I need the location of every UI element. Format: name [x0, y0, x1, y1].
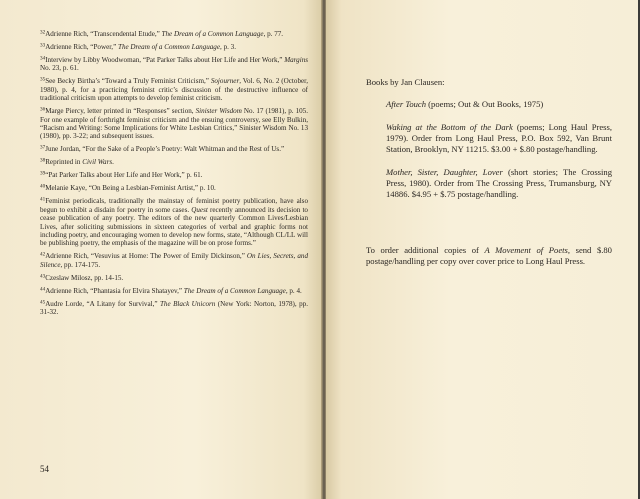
endnote: $^{33}$Adrienne Rich, “Power,” The Dream of a Common Language, p. 3.: [40, 42, 236, 51]
order-info: To order additional copies of A Movement of Poets, send $.80 postage/handling per copy over cover price to Long Haul Press.: [366, 244, 612, 266]
book-entry: Mother, Sister, Daughter, Lover (short stories; The Crossing Press, 1980). Order from The Crossing Press, Trumansburg, NY 14886. $4.95 + $.75 postage/handling.: [386, 167, 612, 200]
page-number: 54: [40, 464, 49, 474]
endnote: $^{44}$Adrienne Rich, “Phantasia for Elvira Shatayev,” The Dream of a Common Language, p. 4.: [40, 286, 302, 295]
endnote: $^{36}$Marge Piercy, letter printed in “Responses” section, Sinister Wisdom No. 17 (1981), p. 105. For one example of forthright feminist criticism and the ensuing controversy, see Elly Bulkin, “Racism and Writing: Some Implications for White Lesbian Critics,” Sinister Wisdom No. 13 (1980), pp. 3-22; and subsequent issues.: [40, 106, 308, 141]
endnote: $^{32}$Adrienne Rich, “Transcendental Etude,” The Dream of a Common Language, p. 77.: [40, 29, 284, 38]
endnote: $^{40}$Melanie Kaye, “On Being a Lesbian-Feminist Artist,” p. 10.: [40, 184, 216, 193]
endnote: $^{35}$See Becky Birtha’s “Toward a Truly Feminist Criticism,” Sojourner, Vol. 6, No. 2 (October, 1980), p. 4, for a practicing feminist critic’s discussion of the destructive influence of traditional criticism upon attempts to develop feminist criticism.: [40, 77, 308, 103]
book-entry: Waking at the Bottom of the Dark (poems; Long Haul Press, 1979). Order from Long Haul Press, P.O. Box 592, Van Brunt Station, Brooklyn, NY 11215. $3.00 + $.80 postage/handling.: [386, 121, 612, 155]
right-page: [326, 0, 638, 499]
endnote: $^{43}$Czeslaw Milosz, pp. 14-15.: [40, 273, 124, 282]
endnote: $^{37}$June Jordan, “For the Sake of a People’s Poetry: Walt Whitman and the Rest of Us.”: [40, 145, 285, 154]
endnotes-list: [40, 30, 308, 321]
book-entry: After Touch (poems; Out & Out Books, 1975): [386, 99, 544, 110]
books-heading: Books by Jan Clausen:: [366, 77, 445, 87]
endnote: $^{41}$Feminist periodicals, traditionally the mainstay of feminist poetry publication, have also begun to exhibit a disdain for poetry in some cases. Quest recently announced its decision to cease publication of any poetry. The editors of the new quarterly Common Lives/Lesbian Lives, after soliciting submissions in sixteen categories of verbal and graphic forms not including poetry, and encouraging women to develop new forms, state, “Although CL/LL will be publishing poetry, the emphasis of the magazine will be on prose forms.”: [40, 197, 308, 248]
endnote: $^{38}$Reprinted in Civil Wars.: [40, 158, 114, 167]
endnote: $^{34}$Interview by Libby Woodwoman, “Pat Parker Talks about Her Life and Her Work,” Margins No. 23, p. 61.: [40, 55, 308, 73]
books-by-author: [366, 77, 612, 212]
endnote: $^{39}$“Pat Parker Talks about Her Life and Her Work,” p. 61.: [40, 171, 203, 180]
endnote: $^{45}$Audre Lorde, “A Litany for Survival,” The Black Unicorn (New York: Norton, 1978), pp. 31-32.: [40, 299, 308, 317]
endnote: $^{42}$Adrienne Rich, “Vesuvius at Home: The Power of Emily Dickinson,” On Lies, Secrets, and Silence, pp. 174-175.: [40, 252, 308, 269]
